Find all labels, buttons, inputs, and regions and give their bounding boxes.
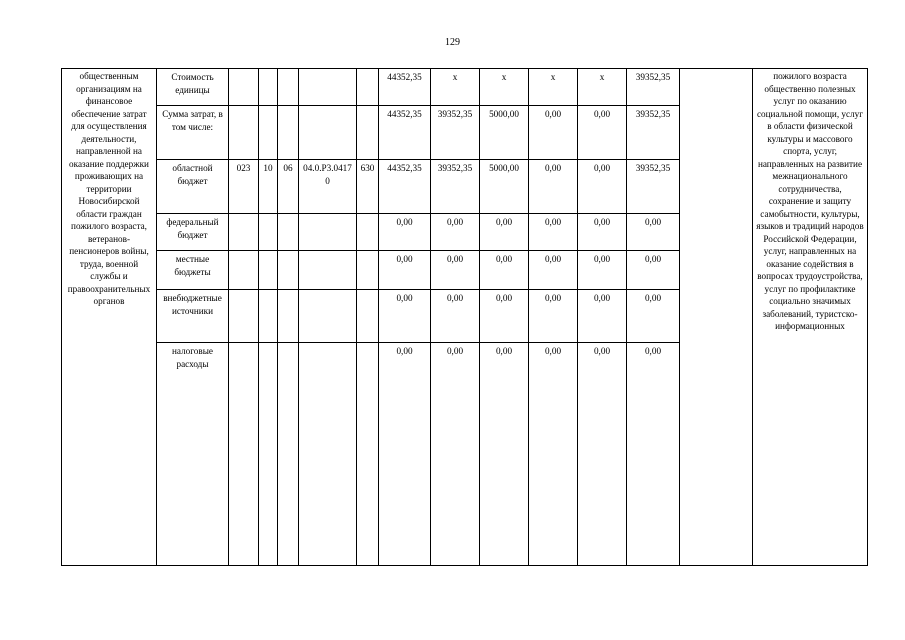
cell-csr (299, 69, 357, 106)
cell-year-3: 0,00 (529, 160, 578, 214)
cell-year-2: 0,00 (480, 214, 529, 251)
cell-year-1: 39352,35 (431, 160, 480, 214)
cell-csr (299, 251, 357, 290)
cell-vr (357, 69, 379, 106)
cell-year-1: 0,00 (431, 251, 480, 290)
cell-pr (278, 69, 299, 106)
cell-grbs (229, 214, 259, 251)
cell-year-2: 0,00 (480, 290, 529, 343)
cell-year-4: 0,00 (578, 106, 627, 160)
cell-year-1: 0,00 (431, 290, 480, 343)
cell-vr (357, 214, 379, 251)
cell-rz: 10 (259, 160, 278, 214)
cell-pr (278, 343, 299, 566)
row-label: Стоимость единицы (157, 69, 229, 106)
cell-year-1: 0,00 (431, 214, 480, 251)
cell-rz (259, 251, 278, 290)
executor-cell (680, 69, 753, 566)
cell-year-5: 0,00 (627, 251, 680, 290)
cell-vr: 630 (357, 160, 379, 214)
cell-year-3: 0,00 (529, 251, 578, 290)
cell-rz (259, 214, 278, 251)
cell-total: 44352,35 (379, 69, 431, 106)
cell-year-2: 0,00 (480, 251, 529, 290)
cell-year-1: 0,00 (431, 343, 480, 566)
cell-year-5: 0,00 (627, 290, 680, 343)
cell-pr (278, 106, 299, 160)
row-label: федеральный бюджет (157, 214, 229, 251)
cell-rz (259, 343, 278, 566)
cell-csr (299, 290, 357, 343)
cell-grbs (229, 343, 259, 566)
cell-grbs (229, 106, 259, 160)
cell-grbs: 023 (229, 160, 259, 214)
cell-year-3: x (529, 69, 578, 106)
cell-pr (278, 251, 299, 290)
budget-table (61, 68, 868, 566)
page-number: 129 (445, 37, 460, 48)
cell-year-5: 39352,35 (627, 106, 680, 160)
cell-csr: 04.0.P3.04170 (299, 160, 357, 214)
cell-total: 44352,35 (379, 106, 431, 160)
cell-total: 0,00 (379, 214, 431, 251)
cell-year-3: 0,00 (529, 343, 578, 566)
cell-rz (259, 69, 278, 106)
cell-vr (357, 290, 379, 343)
cell-year-5: 39352,35 (627, 69, 680, 106)
cell-year-5: 0,00 (627, 214, 680, 251)
row-label: местные бюджеты (157, 251, 229, 290)
cell-rz (259, 290, 278, 343)
cell-grbs (229, 69, 259, 106)
cell-grbs (229, 251, 259, 290)
cell-year-4: 0,00 (578, 251, 627, 290)
cell-total: 0,00 (379, 290, 431, 343)
row-label: Сумма затрат, в том числе: (157, 106, 229, 160)
cell-vr (357, 251, 379, 290)
cell-rz (259, 106, 278, 160)
cell-vr (357, 106, 379, 160)
cell-year-4: 0,00 (578, 214, 627, 251)
cell-year-2: 5000,00 (480, 160, 529, 214)
table-row (62, 69, 868, 106)
row-label: внебюджетные источники (157, 290, 229, 343)
cell-grbs (229, 290, 259, 343)
cell-year-1: 39352,35 (431, 106, 480, 160)
cell-year-1: x (431, 69, 480, 106)
cell-year-5: 39352,35 (627, 160, 680, 214)
cell-year-2: 5000,00 (480, 106, 529, 160)
cell-pr (278, 214, 299, 251)
cell-year-4: 0,00 (578, 290, 627, 343)
cell-total: 0,00 (379, 343, 431, 566)
cell-csr (299, 106, 357, 160)
cell-year-3: 0,00 (529, 106, 578, 160)
cell-year-4: x (578, 69, 627, 106)
measure-description: общественным организациям на финансовое обеспечение затрат для осуществления деятельности, направленной на оказание поддержки проживающих на территории Новосибирской области граждан пожилого возраста, ветеранов-пенсионеров войны, труда, военной службы и правоохранительных органов (62, 69, 157, 566)
cell-vr (357, 343, 379, 566)
cell-csr (299, 214, 357, 251)
row-label: областной бюджет (157, 160, 229, 214)
cell-total: 0,00 (379, 251, 431, 290)
cell-year-2: 0,00 (480, 343, 529, 566)
cell-year-5: 0,00 (627, 343, 680, 566)
cell-total: 44352,35 (379, 160, 431, 214)
expected-result: пожилого возраста общественно полезных услуг по оказанию социальной помощи, услуг в области физической культуры и массового спорта, услуг, направленных на развитие межнационального сотрудничества, сохранение и защиту самобытности, культуры, языков и традиций народов Российской Федерации, услуг, направленных на оказание содействия в вопросах трудоустройства, услуг по профилактике социально значимых заболеваний, туристско-информационных (753, 69, 868, 566)
cell-pr: 06 (278, 160, 299, 214)
row-label: налоговые расходы (157, 343, 229, 566)
cell-csr (299, 343, 357, 566)
cell-year-2: x (480, 69, 529, 106)
cell-year-3: 0,00 (529, 290, 578, 343)
cell-year-4: 0,00 (578, 343, 627, 566)
cell-year-4: 0,00 (578, 160, 627, 214)
cell-pr (278, 290, 299, 343)
cell-year-3: 0,00 (529, 214, 578, 251)
